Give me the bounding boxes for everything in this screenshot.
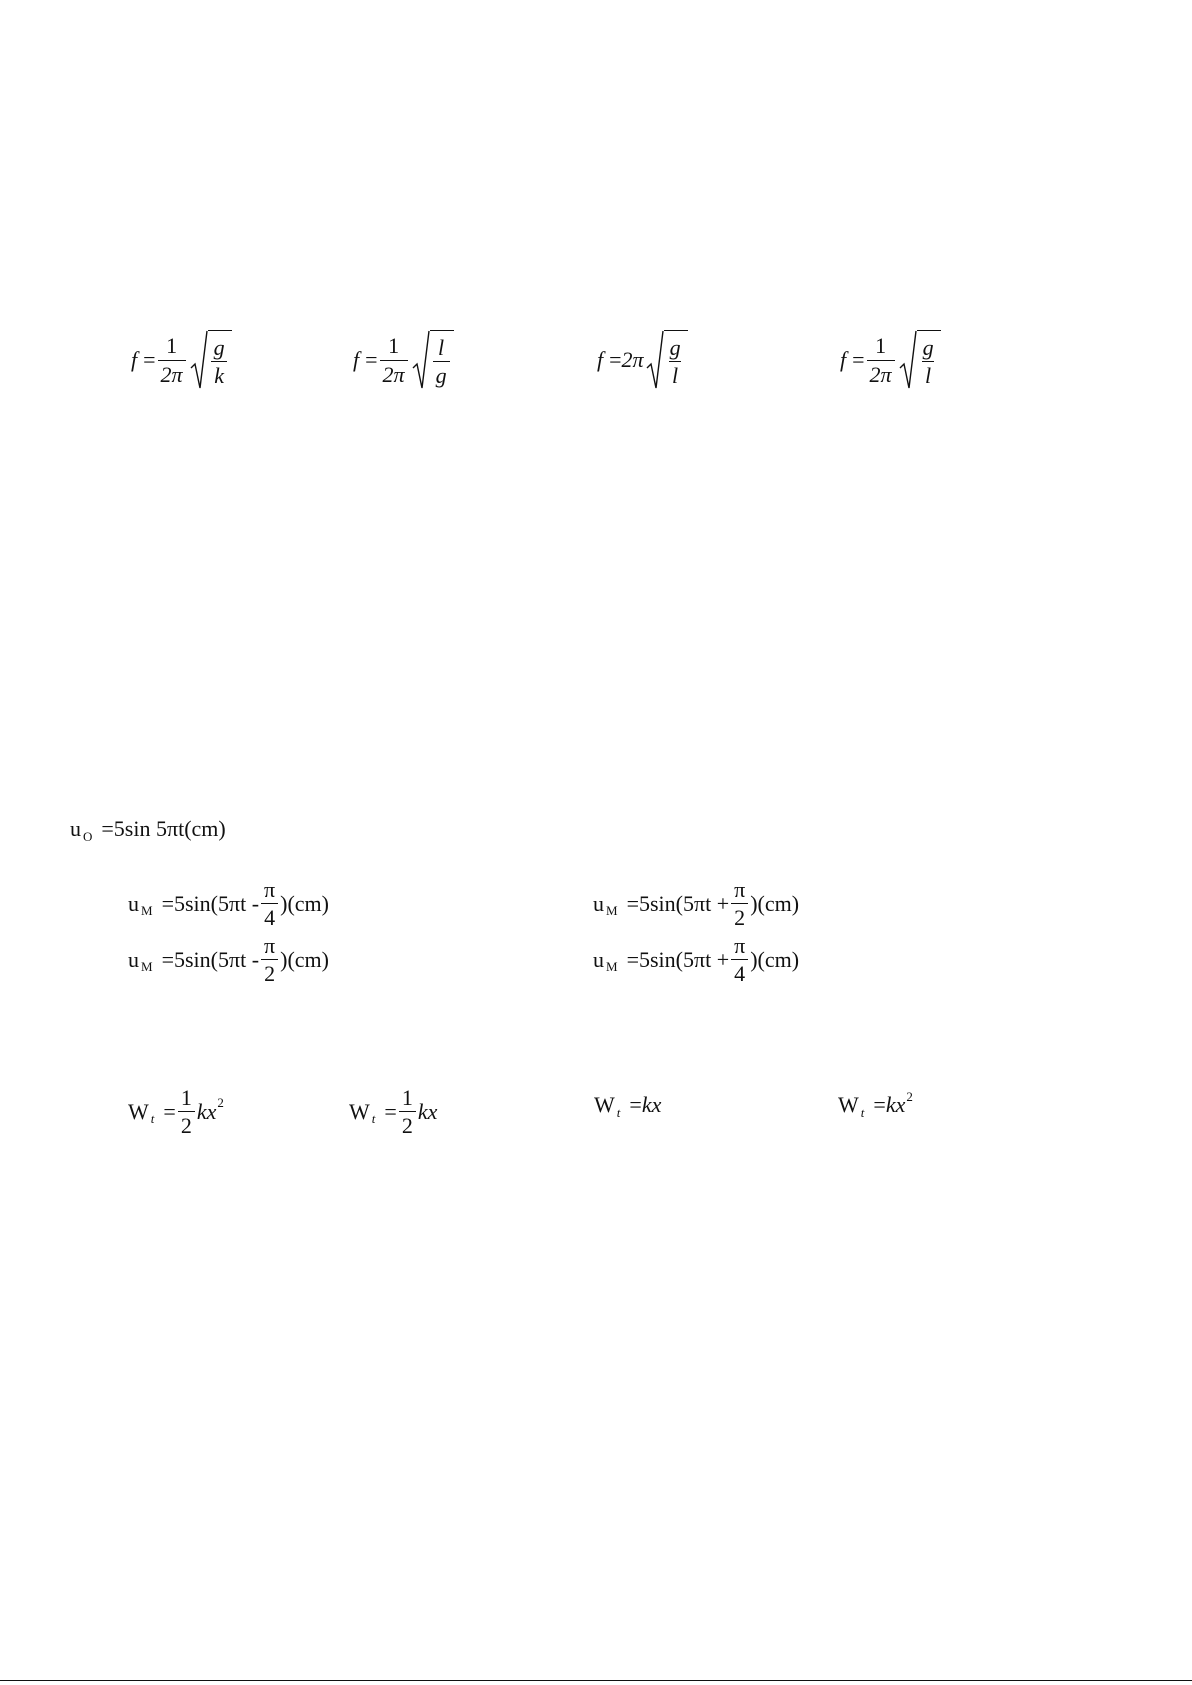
radical-sign-icon — [412, 330, 430, 390]
fraction-denominator: 2 — [178, 1111, 195, 1137]
equals-sign: = — [873, 1092, 886, 1117]
square-root — [190, 330, 232, 390]
wave-pre: =5sin(5πt + — [626, 890, 730, 916]
energy-variable: W — [594, 1092, 615, 1117]
energy-subscript: t — [150, 1111, 155, 1127]
phase-fraction — [731, 934, 748, 985]
radical-sign-icon — [646, 330, 664, 390]
wave-option-2 — [593, 878, 799, 929]
phase-denominator: 2 — [261, 959, 278, 985]
energy-body: kx — [196, 1098, 217, 1124]
wave-pre: =5sin(5πt + — [626, 946, 730, 972]
coefficient-fraction — [867, 334, 895, 385]
coefficient-fraction — [380, 334, 408, 385]
phase-fraction — [261, 934, 278, 985]
radical-sign-icon — [190, 330, 208, 390]
energy-option-1 — [128, 1086, 224, 1137]
energy-subscript: t — [371, 1111, 376, 1127]
wave-pre: =5sin(5πt - — [161, 946, 260, 972]
frequency-option-2 — [353, 330, 454, 390]
phase-numerator: π — [734, 933, 746, 958]
fraction-denominator: 2π — [158, 360, 186, 386]
square-root — [412, 330, 454, 390]
equals-sign: = — [163, 1098, 176, 1124]
frequency-option-1 — [131, 330, 232, 390]
radicand-denominator: k — [211, 361, 227, 387]
fraction-numerator: 1 — [388, 333, 400, 359]
wave-post: )(cm) — [750, 890, 800, 916]
wave-subscript: M — [606, 959, 618, 975]
frequency-lhs: f — [840, 347, 847, 372]
equals-sign: = — [852, 347, 865, 372]
phase-numerator: π — [734, 877, 746, 902]
fraction-numerator: 1 — [180, 1085, 192, 1110]
radicand-numerator: g — [922, 334, 934, 360]
coefficient: 2π — [621, 347, 644, 372]
phase-fraction — [731, 878, 748, 929]
wave-subscript: M — [141, 903, 153, 919]
equals-sign: = — [629, 1092, 642, 1117]
phase-denominator: 4 — [731, 959, 748, 985]
equals-sign: = — [365, 347, 378, 372]
equals-sign: = — [143, 347, 156, 372]
frequency-lhs: f — [597, 347, 604, 372]
frequency-option-4 — [840, 330, 941, 390]
wave-variable: u — [593, 890, 604, 916]
radicand-denominator: l — [669, 361, 681, 387]
wave-variable: u — [128, 946, 139, 972]
energy-variable: W — [838, 1092, 859, 1117]
energy-variable: W — [128, 1098, 149, 1124]
fraction-numerator: 1 — [875, 333, 887, 359]
phase-denominator: 4 — [261, 903, 278, 929]
source-wave-equation — [70, 816, 226, 844]
radicand-denominator: g — [433, 361, 450, 387]
square-root — [899, 330, 941, 390]
fraction-denominator: 2π — [380, 360, 408, 386]
equals-sign: = — [609, 347, 622, 372]
energy-subscript: t — [616, 1104, 621, 1120]
wave-subscript: M — [141, 959, 153, 975]
energy-body: kx — [641, 1092, 662, 1117]
wave-option-4 — [593, 934, 799, 985]
energy-fraction — [399, 1086, 416, 1137]
frequency-lhs: f — [131, 347, 138, 372]
wave-option-1 — [128, 878, 329, 929]
wave-option-3 — [128, 934, 329, 985]
energy-body: kx — [417, 1098, 438, 1124]
phase-fraction — [261, 878, 278, 929]
wave-pre: =5sin(5πt - — [161, 890, 260, 916]
fraction-denominator: 2π — [867, 360, 895, 386]
phase-denominator: 2 — [731, 903, 748, 929]
energy-option-4 — [838, 1088, 913, 1120]
fraction-numerator: 1 — [401, 1085, 413, 1110]
equals-sign: = — [384, 1098, 397, 1124]
wave-subscript: O — [83, 828, 93, 844]
radical-sign-icon — [899, 330, 917, 390]
square-root — [646, 330, 688, 390]
fraction-denominator: 2 — [399, 1111, 416, 1137]
radicand-denominator: l — [922, 361, 934, 387]
frequency-lhs: f — [353, 347, 360, 372]
frequency-option-3 — [597, 330, 688, 390]
energy-body: kx — [885, 1092, 906, 1117]
wave-rhs: =5sin 5πt(cm) — [101, 816, 226, 841]
wave-variable: u — [593, 946, 604, 972]
fraction-numerator: 1 — [166, 333, 178, 359]
energy-subscript: t — [860, 1104, 865, 1120]
coefficient-fraction — [158, 334, 186, 385]
phase-numerator: π — [264, 933, 276, 958]
radicand-numerator: g — [669, 334, 681, 360]
footer-rule — [0, 1680, 1192, 1681]
energy-fraction — [178, 1086, 195, 1137]
energy-variable: W — [349, 1098, 370, 1124]
wave-post: )(cm) — [750, 946, 800, 972]
phase-numerator: π — [264, 877, 276, 902]
wave-post: )(cm) — [280, 890, 329, 916]
wave-variable: u — [70, 816, 81, 841]
energy-option-3 — [594, 1092, 662, 1120]
energy-option-2 — [349, 1086, 437, 1137]
wave-variable: u — [128, 890, 139, 916]
energy-exponent: 2 — [906, 1088, 913, 1104]
radicand-numerator: g — [213, 334, 225, 360]
radicand-numerator: l — [438, 334, 445, 360]
wave-post: )(cm) — [280, 946, 329, 972]
energy-exponent: 2 — [217, 1095, 224, 1111]
wave-subscript: M — [606, 903, 618, 919]
